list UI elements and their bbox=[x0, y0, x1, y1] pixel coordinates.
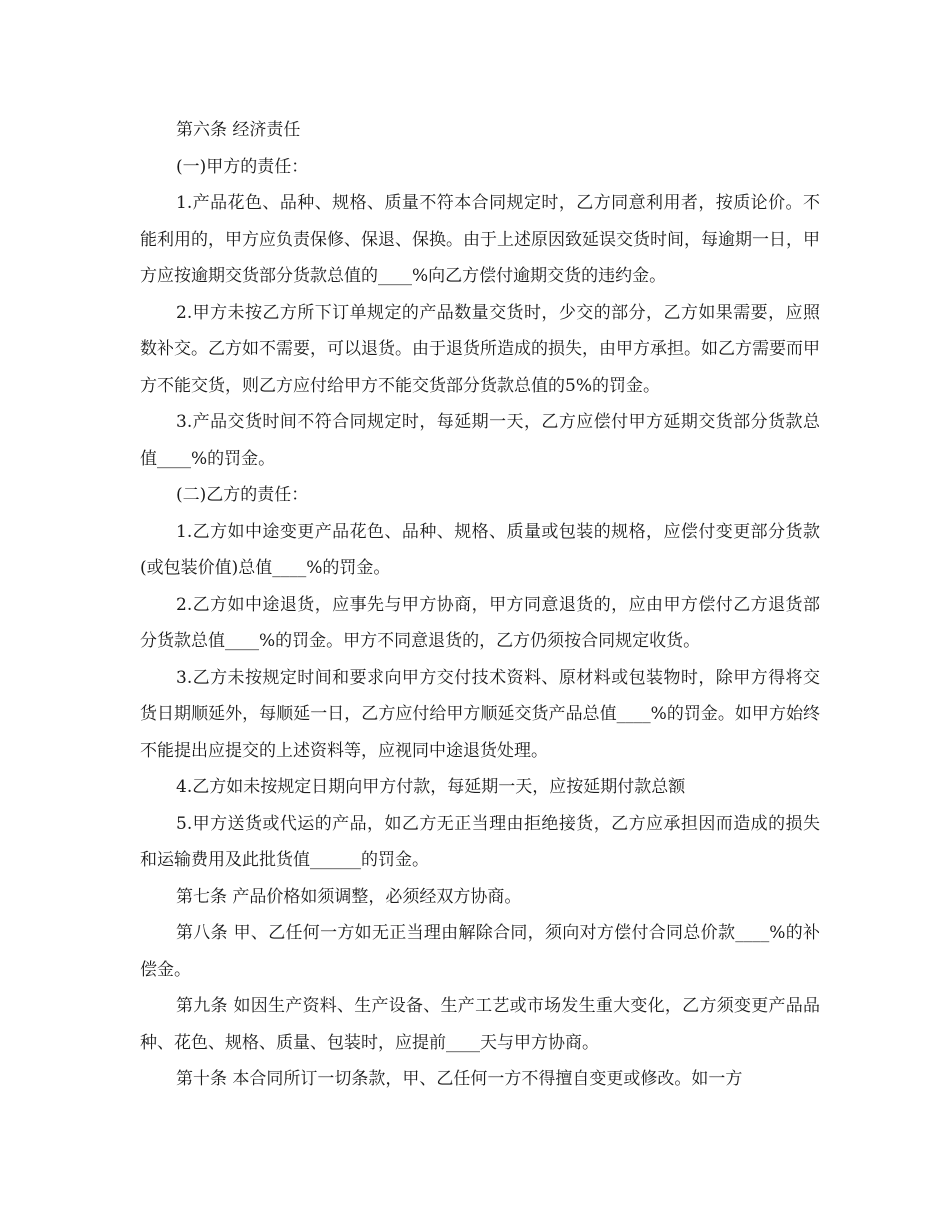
party-b-clause-1: 1.乙方如中途变更产品花色、品种、规格、质量或包装的规格，应偿付变更部分货款(或包装价值)总值____%的罚金。 bbox=[140, 521, 820, 578]
party-b-clause-3: 3.乙方未按规定时间和要求向甲方交付技术资料、原材料或包装物时，除甲方得将交货日期顺延外，每顺延一日，乙方应付给甲方顺延交货产品总值____%的罚金。如甲方始终不能提出应提交的上述资料等，应视同中途退货处理。 bbox=[140, 667, 820, 761]
party-a-clause-1: 1.产品花色、品种、规格、质量不符本合同规定时，乙方同意利用者，按质论价。不能利用的，甲方应负责保修、保退、保换。由于上述原因致延误交货时间，每逾期一日，甲方应按逾期交货部分货款总值的____%向乙方偿付逾期交货的违约金。 bbox=[140, 193, 820, 286]
party-a-clause-3: 3.产品交货时间不符合同规定时，每延期一天，乙方应偿付甲方延期交货部分货款总值____%的罚金。 bbox=[140, 412, 820, 469]
party-b-clause-5: 5.甲方送货或代运的产品，如乙方无正当理由拒绝接货，乙方应承担因而造成的损失和运输费用及此批货值______的罚金。 bbox=[140, 813, 820, 870]
article-6-heading: 第六条 经济责任 bbox=[176, 120, 301, 140]
party-a-clause-2: 2.甲方未按乙方所下订单规定的产品数量交货时，少交的部分，乙方如果需要，应照数补交。乙方如不需要，可以退货。由于退货所造成的损失，由甲方承担。如乙方需要而甲方不能交货，则乙方应付给甲方不能交货部分货款总值的5%的罚金。 bbox=[140, 302, 820, 396]
party-b-responsibility-heading: (二)乙方的责任： bbox=[176, 485, 309, 505]
party-a-responsibility-heading: (一)甲方的责任： bbox=[176, 156, 309, 177]
party-b-clause-2: 2.乙方如中途退货，应事先与甲方协商，甲方同意退货的，应由甲方偿付乙方退货部分货款总值____%的罚金。甲方不同意退货的，乙方仍须按合同规定收货。 bbox=[140, 594, 820, 651]
article-10: 第十条 本合同所订一切条款，甲、乙任何一方不得擅自变更或修改。如一方 bbox=[176, 1069, 743, 1089]
document-body bbox=[140, 112, 820, 1098]
article-8: 第八条 甲、乙任何一方如无正当理由解除合同，须向对方偿付合同总价款____%的补偿金。 bbox=[140, 923, 820, 980]
party-b-clause-4: 4.乙方如未按规定日期向甲方付款，每延期一天，应按延期付款总额 bbox=[176, 777, 686, 797]
article-9: 第九条 如因生产资料、生产设备、生产工艺或市场发生重大变化，乙方须变更产品品种、花色、规格、质量、包装时，应提前____天与甲方协商。 bbox=[140, 996, 820, 1053]
article-7: 第七条 产品价格如须调整，必须经双方协商。 bbox=[176, 886, 522, 907]
